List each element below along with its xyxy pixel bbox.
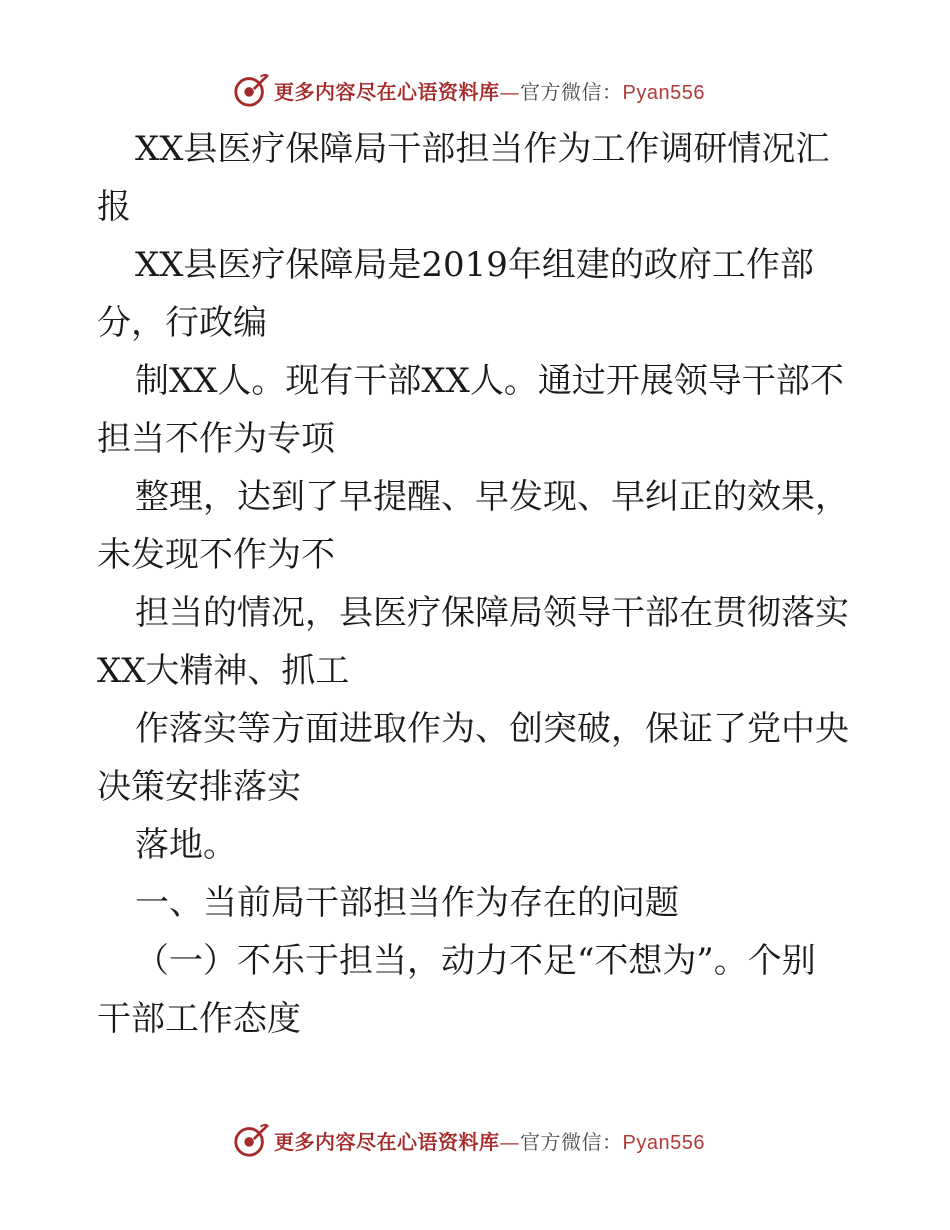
title-line: XX县医疗保障局干部担当作为工作调研情况汇 — [135, 129, 830, 169]
paragraph-line: 作落实等方面进取作为、创突破，保证了党中央 — [135, 709, 849, 749]
wechat-id: Pyan556 — [622, 81, 705, 104]
paragraph-line: 干部工作态度 — [97, 999, 301, 1039]
paragraph-line: XX大精神、抓工 — [97, 651, 350, 691]
document-body — [97, 120, 867, 1048]
quill-logo-icon — [232, 1121, 270, 1159]
paragraph-line: 整理，达到了早提醒、早发现、早纠正的效果， — [135, 477, 849, 517]
paragraph-line: 未发现不作为不 — [97, 535, 335, 575]
banner-separator: — — [499, 79, 520, 104]
paragraph-line: 担当的情况，县医疗保障局领导干部在贯彻落实 — [135, 593, 849, 633]
subsection-heading: （一）不乐于担当，动力不足“不想为”。个别 — [135, 941, 816, 981]
wechat-id: Pyan556 — [622, 1131, 705, 1154]
banner-text: 更多内容尽在心语资料库 — [274, 1129, 500, 1154]
wechat-label: 官方微信： — [520, 1129, 623, 1154]
banner-text: 更多内容尽在心语资料库 — [274, 79, 500, 104]
paragraph-line: XX县医疗保障局是2019年组建的政府工作部 — [135, 245, 814, 285]
paragraph-line: 决策安排落实 — [97, 767, 301, 807]
banner-separator: — — [499, 1129, 520, 1154]
title-line: 报 — [97, 187, 131, 227]
section-heading: 一、当前局干部担当作为存在的问题 — [135, 883, 679, 923]
paragraph-line: 担当不作为专项 — [97, 419, 335, 459]
paragraph-line: 落地。 — [135, 825, 237, 865]
paragraph-line: 分，行政编 — [97, 303, 267, 343]
paragraph-line: 制XX人。现有干部XX人。通过开展领导干部不 — [135, 361, 844, 401]
quill-logo-icon — [232, 71, 270, 109]
header-watermark — [232, 70, 752, 110]
wechat-label: 官方微信： — [520, 79, 623, 104]
footer-watermark — [232, 1120, 752, 1160]
